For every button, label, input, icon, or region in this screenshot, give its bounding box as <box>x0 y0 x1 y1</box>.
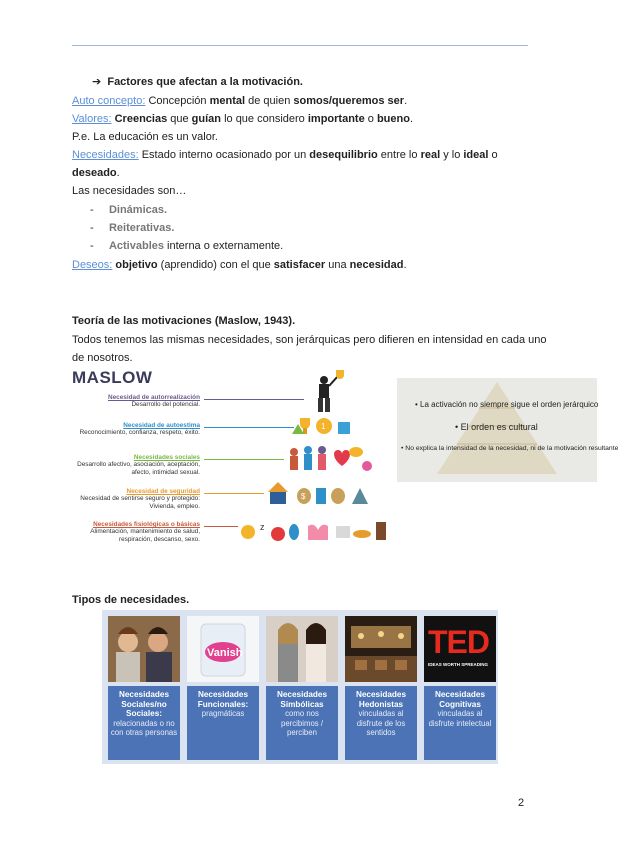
product-tile <box>187 616 259 682</box>
tipo-desc: pragmáticas <box>201 709 245 718</box>
level-title: Necesidad de seguridad <box>126 488 200 495</box>
ted-tagline: IDEAS WORTH SPREADING <box>428 662 489 667</box>
svg-text:Vanish: Vanish <box>207 647 243 659</box>
trophy-medal-icons <box>292 418 350 434</box>
detergent-tub-icon <box>187 616 259 682</box>
bullet-dot-icon: • <box>415 400 418 409</box>
bullet-item: - Activables interna o externamente. <box>90 240 284 252</box>
tipo-title: Necesidades Funcionales: <box>197 690 249 709</box>
level-title: Necesidad de autoestima <box>123 422 200 429</box>
svg-text:$: $ <box>301 492 306 501</box>
tipo-title: Necesidades Cognitivas <box>434 690 486 709</box>
level-title: Necesidades fisiológicas o básicas <box>93 521 200 528</box>
photo-fashion-tile <box>266 616 338 682</box>
maslow-infographic <box>72 366 390 554</box>
tipo-title: Necesidades Sociales/no Sociales: <box>118 690 170 718</box>
deseos-line: Deseos: objetivo (aprendido) con el que satisfacer una necesidad. <box>72 259 407 271</box>
critique-bullet: • La activación no siempre sigue el orden jerárquico <box>415 400 599 409</box>
leisure-photo-icon <box>345 616 417 682</box>
critique-bullet: • El orden es cultural <box>455 422 538 432</box>
tipos-heading: Tipos de necesidades. <box>72 594 190 606</box>
svg-text:z: z <box>260 522 265 532</box>
header-rule <box>72 45 528 46</box>
tipos-panel <box>102 610 498 764</box>
level-title: Necesidades sociales <box>133 454 200 461</box>
ted-logo-tile <box>424 616 496 682</box>
pe-line: P.e. La educación es un valor. <box>72 131 218 143</box>
autoconcepto-line: Auto concepto: Concepción mental de quien somos/queremos ser. <box>72 95 408 107</box>
necesidades-son: Las necesidades son… <box>72 185 187 197</box>
deseos-link[interactable]: Deseos: <box>72 259 113 271</box>
maslow-icons <box>72 366 390 554</box>
bullet-dot-icon: • <box>401 445 404 452</box>
maslow-paragraph: Todos tenemos las mismas necesidades, son jerárquicas pero difieren en intensidad en cada uno <box>72 334 547 346</box>
factors-heading: ➔ Factores que afectan a la motivación. <box>92 76 303 88</box>
necesidades-link[interactable]: Necesidades: <box>72 149 139 161</box>
svg-text:1: 1 <box>321 422 326 431</box>
photo-leisure-tile <box>345 616 417 682</box>
level-desc: Desarrollo afectivo, asociación, aceptación, afecto, intimidad sexual. <box>77 461 200 476</box>
house-money-icons <box>268 482 368 504</box>
food-health-icons <box>241 522 386 541</box>
valores-link[interactable]: Valores: <box>72 113 112 125</box>
tipo-card <box>108 686 180 760</box>
person-trophy-icon <box>318 370 344 412</box>
tipo-desc: relacionadas o no con otras personas <box>110 718 178 737</box>
tipo-card <box>266 686 338 760</box>
tipo-title: Necesidades Simbólicas <box>276 690 328 709</box>
critique-bullet: • No explica la intensidad de la necesidad, ni de la motivación resultante <box>401 445 618 452</box>
bullet-item: - Dinámicas. <box>90 204 168 216</box>
maslow-title: MASLOW <box>72 368 153 387</box>
tipo-title: Necesidades Hedonistas <box>355 690 407 709</box>
necesidades-line: Necesidades: Estado interno ocasionado por un desequilibrio entre lo real y lo ideal o <box>72 149 498 161</box>
level-desc: Necesidad de sentirse seguro y protegido: Vivienda, empleo. <box>80 495 200 510</box>
level-desc: Reconocimiento, confianza, respeto, éxito. <box>79 429 200 437</box>
tipo-card <box>345 686 417 760</box>
page-number: 2 <box>518 797 525 809</box>
tipo-desc: como nos percibimos / perciben <box>280 709 324 737</box>
maslow-paragraph-2: de nosotros. <box>72 352 133 364</box>
ted-logo: TED <box>428 624 489 660</box>
necesidades-line-2: deseado. <box>72 167 120 179</box>
tipo-desc: vinculadas al disfrute intelectual <box>428 709 492 728</box>
maslow-heading: Teoría de las motivaciones (Maslow, 1943). <box>72 315 296 327</box>
tipo-card <box>424 686 496 760</box>
tipo-desc: vinculadas al disfrute de los sentidos <box>356 709 406 737</box>
bullet-dot-icon: • <box>455 422 459 432</box>
arrow-icon: ➔ <box>92 76 102 88</box>
people-photo-icon <box>108 616 180 682</box>
fashion-photo-icon <box>266 616 338 682</box>
level-title: Necesidad de autorrealización <box>108 394 200 401</box>
valores-line: Valores: Creencias que guían lo que considero importante o bueno. <box>72 113 413 125</box>
tipo-card <box>187 686 259 760</box>
maslow-critique-image <box>397 378 618 482</box>
photo-people-tile <box>108 616 180 682</box>
level-desc: Alimentación, mantenimiento de salud, respiración, descanso, sexo. <box>90 528 200 543</box>
people-heart-icons <box>290 446 372 471</box>
autoconcepto-link[interactable]: Auto concepto: <box>72 95 146 107</box>
level-desc: Desarrollo del potencial. <box>131 401 200 409</box>
bullet-item: - Reiterativas. <box>90 222 175 234</box>
